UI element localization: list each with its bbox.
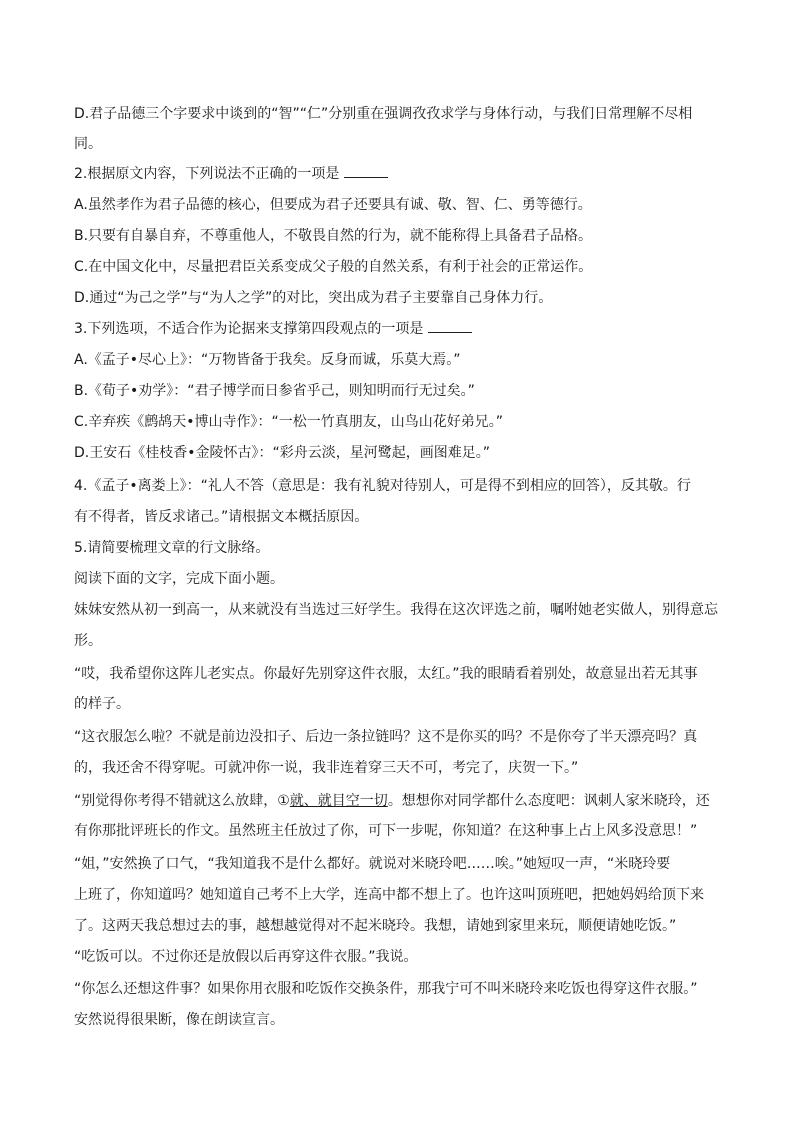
- story-p2-line2: 的样子。: [74, 696, 130, 712]
- q1-option-d-line2: 同。: [74, 136, 102, 152]
- q3-stem-text: 3.下列选项，不适合作为论据来支撑第四段观点的一项是: [74, 321, 424, 337]
- underlined-phrase: 就、就目空一切: [289, 793, 388, 809]
- story-p1-line2: 形。: [74, 633, 102, 649]
- q5: 5.请简要梳理文章的行文脉络。: [74, 540, 270, 556]
- story-p3-line2: 的，我还舍不得穿呢。可就冲你一说，我非连着穿三天不可，考完了，庆贺一下。”: [74, 760, 579, 776]
- story-p4-line2: 有你那批评班长的作文。虽然班主任放过了你，可下一步呢，你知道？在这种事上占上风多没意思！”: [74, 823, 698, 839]
- q2-option-b: B.只要有自暴自弃，不尊重他人，不敬畏自然的行为，就不能称得上具备君子品格。: [74, 228, 593, 244]
- reading-intro: 阅读下面的文字，完成下面小题。: [74, 571, 284, 587]
- q4-line2: 有不得者，皆反求诸己。”请根据文本概括原因。: [74, 509, 369, 525]
- answer-blank: [344, 164, 388, 178]
- story-p7-line2: 安然说得很果断，像在朗读宣言。: [74, 1012, 284, 1028]
- q3-option-c: C.辛弃疾《鹧鸪天•博山寺作》：“一松一竹真朋友，山鸟山花好弟兄。”: [74, 414, 503, 430]
- q4-line1: 4.《孟子•离娄上》：“礼人不答（意思是：我有礼貌对待别人，可是得不到相应的回答），反其敬。行: [74, 478, 691, 494]
- q2-option-d: D.通过“为己之学”与“为人之学”的对比，突出成为君子主要靠自己身体力行。: [74, 290, 553, 306]
- q2-option-c: C.在中国文化中，尽量把君臣关系变成父子般的自然关系，有利于社会的正常运作。: [74, 259, 593, 275]
- q3-option-b: B.《荀子•劝学》：“君子博学而日参省乎己，则知明而行无过矣。”: [74, 383, 475, 399]
- story-p1-line1: 妹妹安然从初一到高一，从来就没有当选过三好学生。我得在这次评选之前，嘱咐她老实做人，别得意忘: [74, 602, 718, 618]
- q3-option-d: D.王安石《桂枝香•金陵怀古》：“彩舟云淡，星河鹭起，画图难足。”: [74, 445, 490, 461]
- q2-stem: [74, 164, 734, 184]
- story-p4-prefix: “别觉得你考得不错就这么放肆，①: [74, 793, 290, 809]
- answer-blank: [428, 319, 472, 333]
- story-p2-line1: “哎，我希望你这阵儿老实点。你最好先别穿这件衣服，太红。”我的眼睛看着别处，故意显出若无其事: [74, 666, 698, 682]
- story-p4-line1: [74, 791, 734, 811]
- story-p5-line2: 上班了，你知道吗？她知道自己考不上大学，连高中都不想上了。也许这叫顶班吧，把她妈妈给顶下来: [74, 887, 704, 903]
- q2-option-a: A.虽然孝作为君子品德的核心，但要成为君子还要具有诚、敬、智、仁、勇等德行。: [74, 197, 592, 213]
- q1-option-d-line1: D.君子品德三个字要求中谈到的“智”“仁”分别重在强调孜孜求学与身体行动，与我们日常理解不尽相: [74, 106, 693, 122]
- story-p3-line1: “这衣服怎么啦？不就是前边没扣子、后边一条拉链吗？这不是你买的吗？不是你夸了半天漂亮吗？真: [74, 729, 698, 745]
- q2-stem-text: 2.根据原文内容，下列说法不正确的一项是: [74, 166, 340, 182]
- q3-stem: [74, 319, 734, 339]
- story-p5-line3: 了。这两天我总想过去的事，越想越觉得对不起米晓玲。我想，请她到家里来玩，顺便请她吃饭。”: [74, 918, 677, 934]
- q3-option-a: A.《孟子•尽心上》：“万物皆备于我矣。反身而诚，乐莫大焉。”: [74, 352, 461, 368]
- story-p6: “吃饭可以。不过你还是放假以后再穿这件衣服。”我说。: [74, 949, 418, 965]
- story-p7-line1: “你怎么还想这件事？如果你用衣服和吃饭作交换条件，那我宁可不叫米晓玲来吃饭也得穿这件衣服。”: [74, 981, 698, 997]
- story-p4-suffix: 。想想你对同学都什么态度吧：讽刺人家米晓玲，还: [387, 793, 710, 809]
- story-p5-line1: “姐，”安然换了口气，“我知道我不是什么都好。就说对米晓玲吧……唉。”她短叹一声，“米晓玲要: [74, 856, 671, 872]
